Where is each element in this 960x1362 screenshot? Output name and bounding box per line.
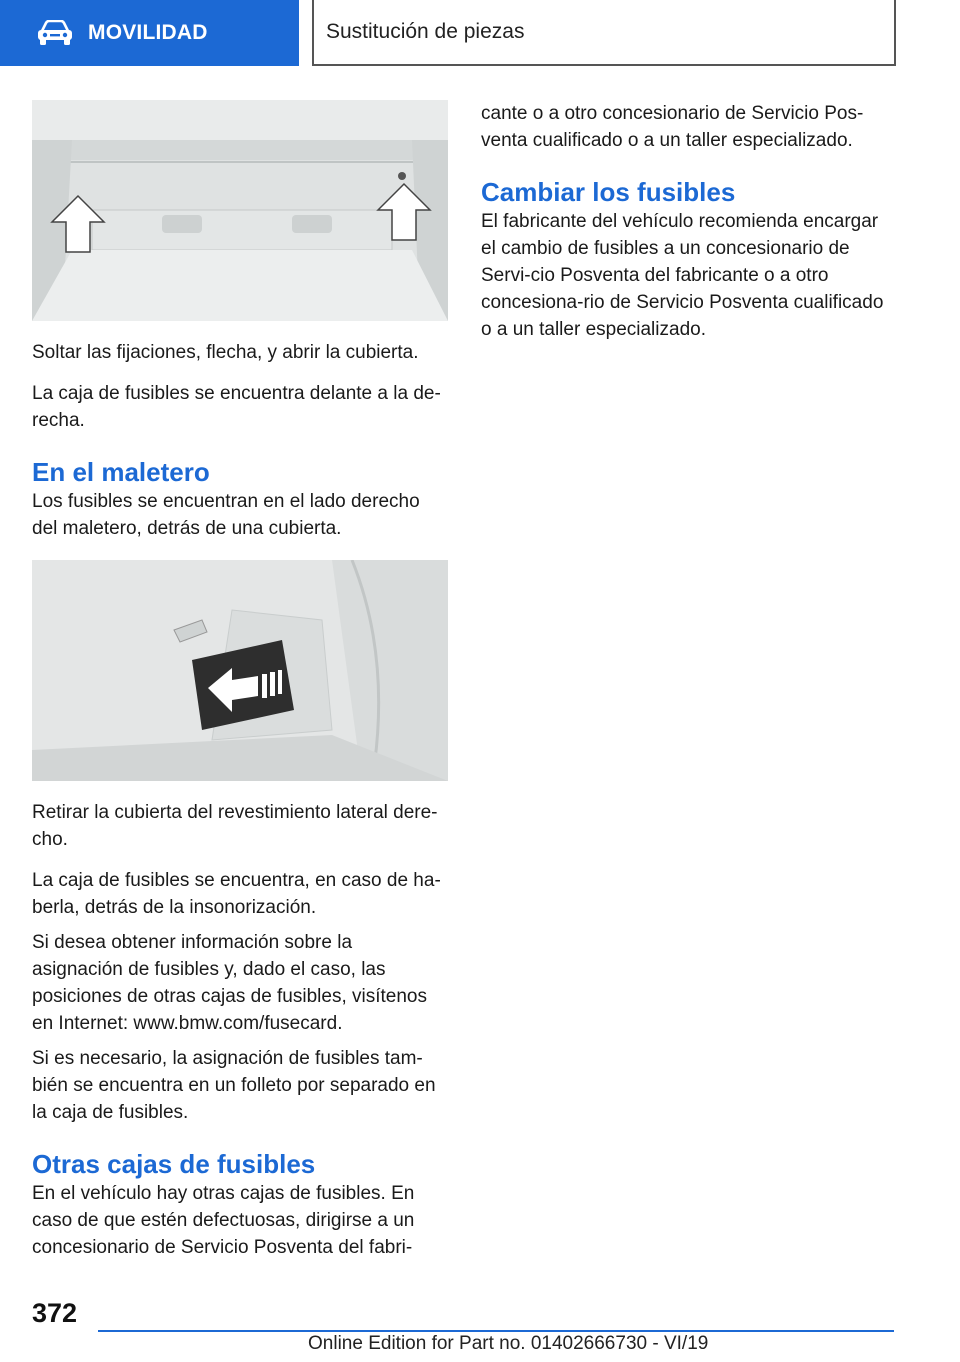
paragraph-fuse-box-front: La caja de fusibles se encuentra delante a la de-recha. bbox=[32, 383, 441, 431]
heading-other-fuse-boxes: Otras cajas de fusibles bbox=[32, 1149, 316, 1179]
chapter-tab[interactable] bbox=[0, 0, 299, 66]
paragraph-behind-insulation: La caja de fusibles se encuentra, en caso de ha-berla, detrás de la insonorización. bbox=[32, 870, 441, 918]
caption-remove-cover: Retirar la cubierta del revestimiento lateral dere-cho. bbox=[32, 802, 438, 850]
section-title: Sustitución de piezas bbox=[326, 20, 525, 43]
footer-divider bbox=[98, 1330, 894, 1332]
trunk-cover-figure bbox=[32, 560, 448, 781]
edition-note: Online Edition for Part no. 01402666730 - VI/19 bbox=[308, 1333, 709, 1354]
paragraph-continued: cante o a otro concesionario de Servicio Pos-venta cualificado o a un taller especializado. bbox=[481, 103, 864, 151]
paragraph-fuse-assignment-leaflet: Si es necesario, la asignación de fusibles tam-bién se encuentra en un folleto por separado en la caja de fusibles. bbox=[32, 1048, 436, 1123]
car-icon bbox=[36, 20, 74, 46]
chapter-title: MOVILIDAD bbox=[88, 21, 208, 44]
paragraph-trunk-location: Los fusibles se encuentran en el lado derecho del maletero, detrás de una cubierta. bbox=[32, 491, 420, 539]
heading-change-fuses: Cambiar los fusibles bbox=[481, 177, 736, 207]
cover-fasteners-figure bbox=[32, 100, 448, 321]
left-column bbox=[32, 100, 448, 1261]
page-header bbox=[0, 0, 960, 66]
cover-fasteners-illustration bbox=[32, 100, 448, 321]
section-tab bbox=[312, 0, 896, 66]
paragraph-change-fuses: El fabricante del vehículo recomienda encargar el cambio de fusibles a un concesionario de Servi-cio Posventa del fabricante o a otro concesiona-rio de Servicio Posventa cualificado o a un taller especializado. bbox=[481, 211, 884, 340]
trunk-cover-illustration bbox=[32, 560, 448, 781]
heading-in-trunk: En el maletero bbox=[32, 457, 210, 487]
paragraph-other-fuse-boxes: En el vehículo hay otras cajas de fusibles. En caso de que estén defectuosas, dirigirse a un concesionario de Servicio Posventa del fabri- bbox=[32, 1183, 415, 1258]
paragraph-fuse-assignment-internet: Si desea obtener información sobre la asignación de fusibles y, dado el caso, las posiciones de otras cajas de fusibles, visítenos en Internet: www.bmw.com/fusecard. bbox=[32, 932, 427, 1034]
page-number: 372 bbox=[32, 1298, 78, 1328]
right-column bbox=[481, 100, 897, 343]
caption-release-fasteners: Soltar las fijaciones, flecha, y abrir la cubierta. bbox=[32, 342, 419, 363]
